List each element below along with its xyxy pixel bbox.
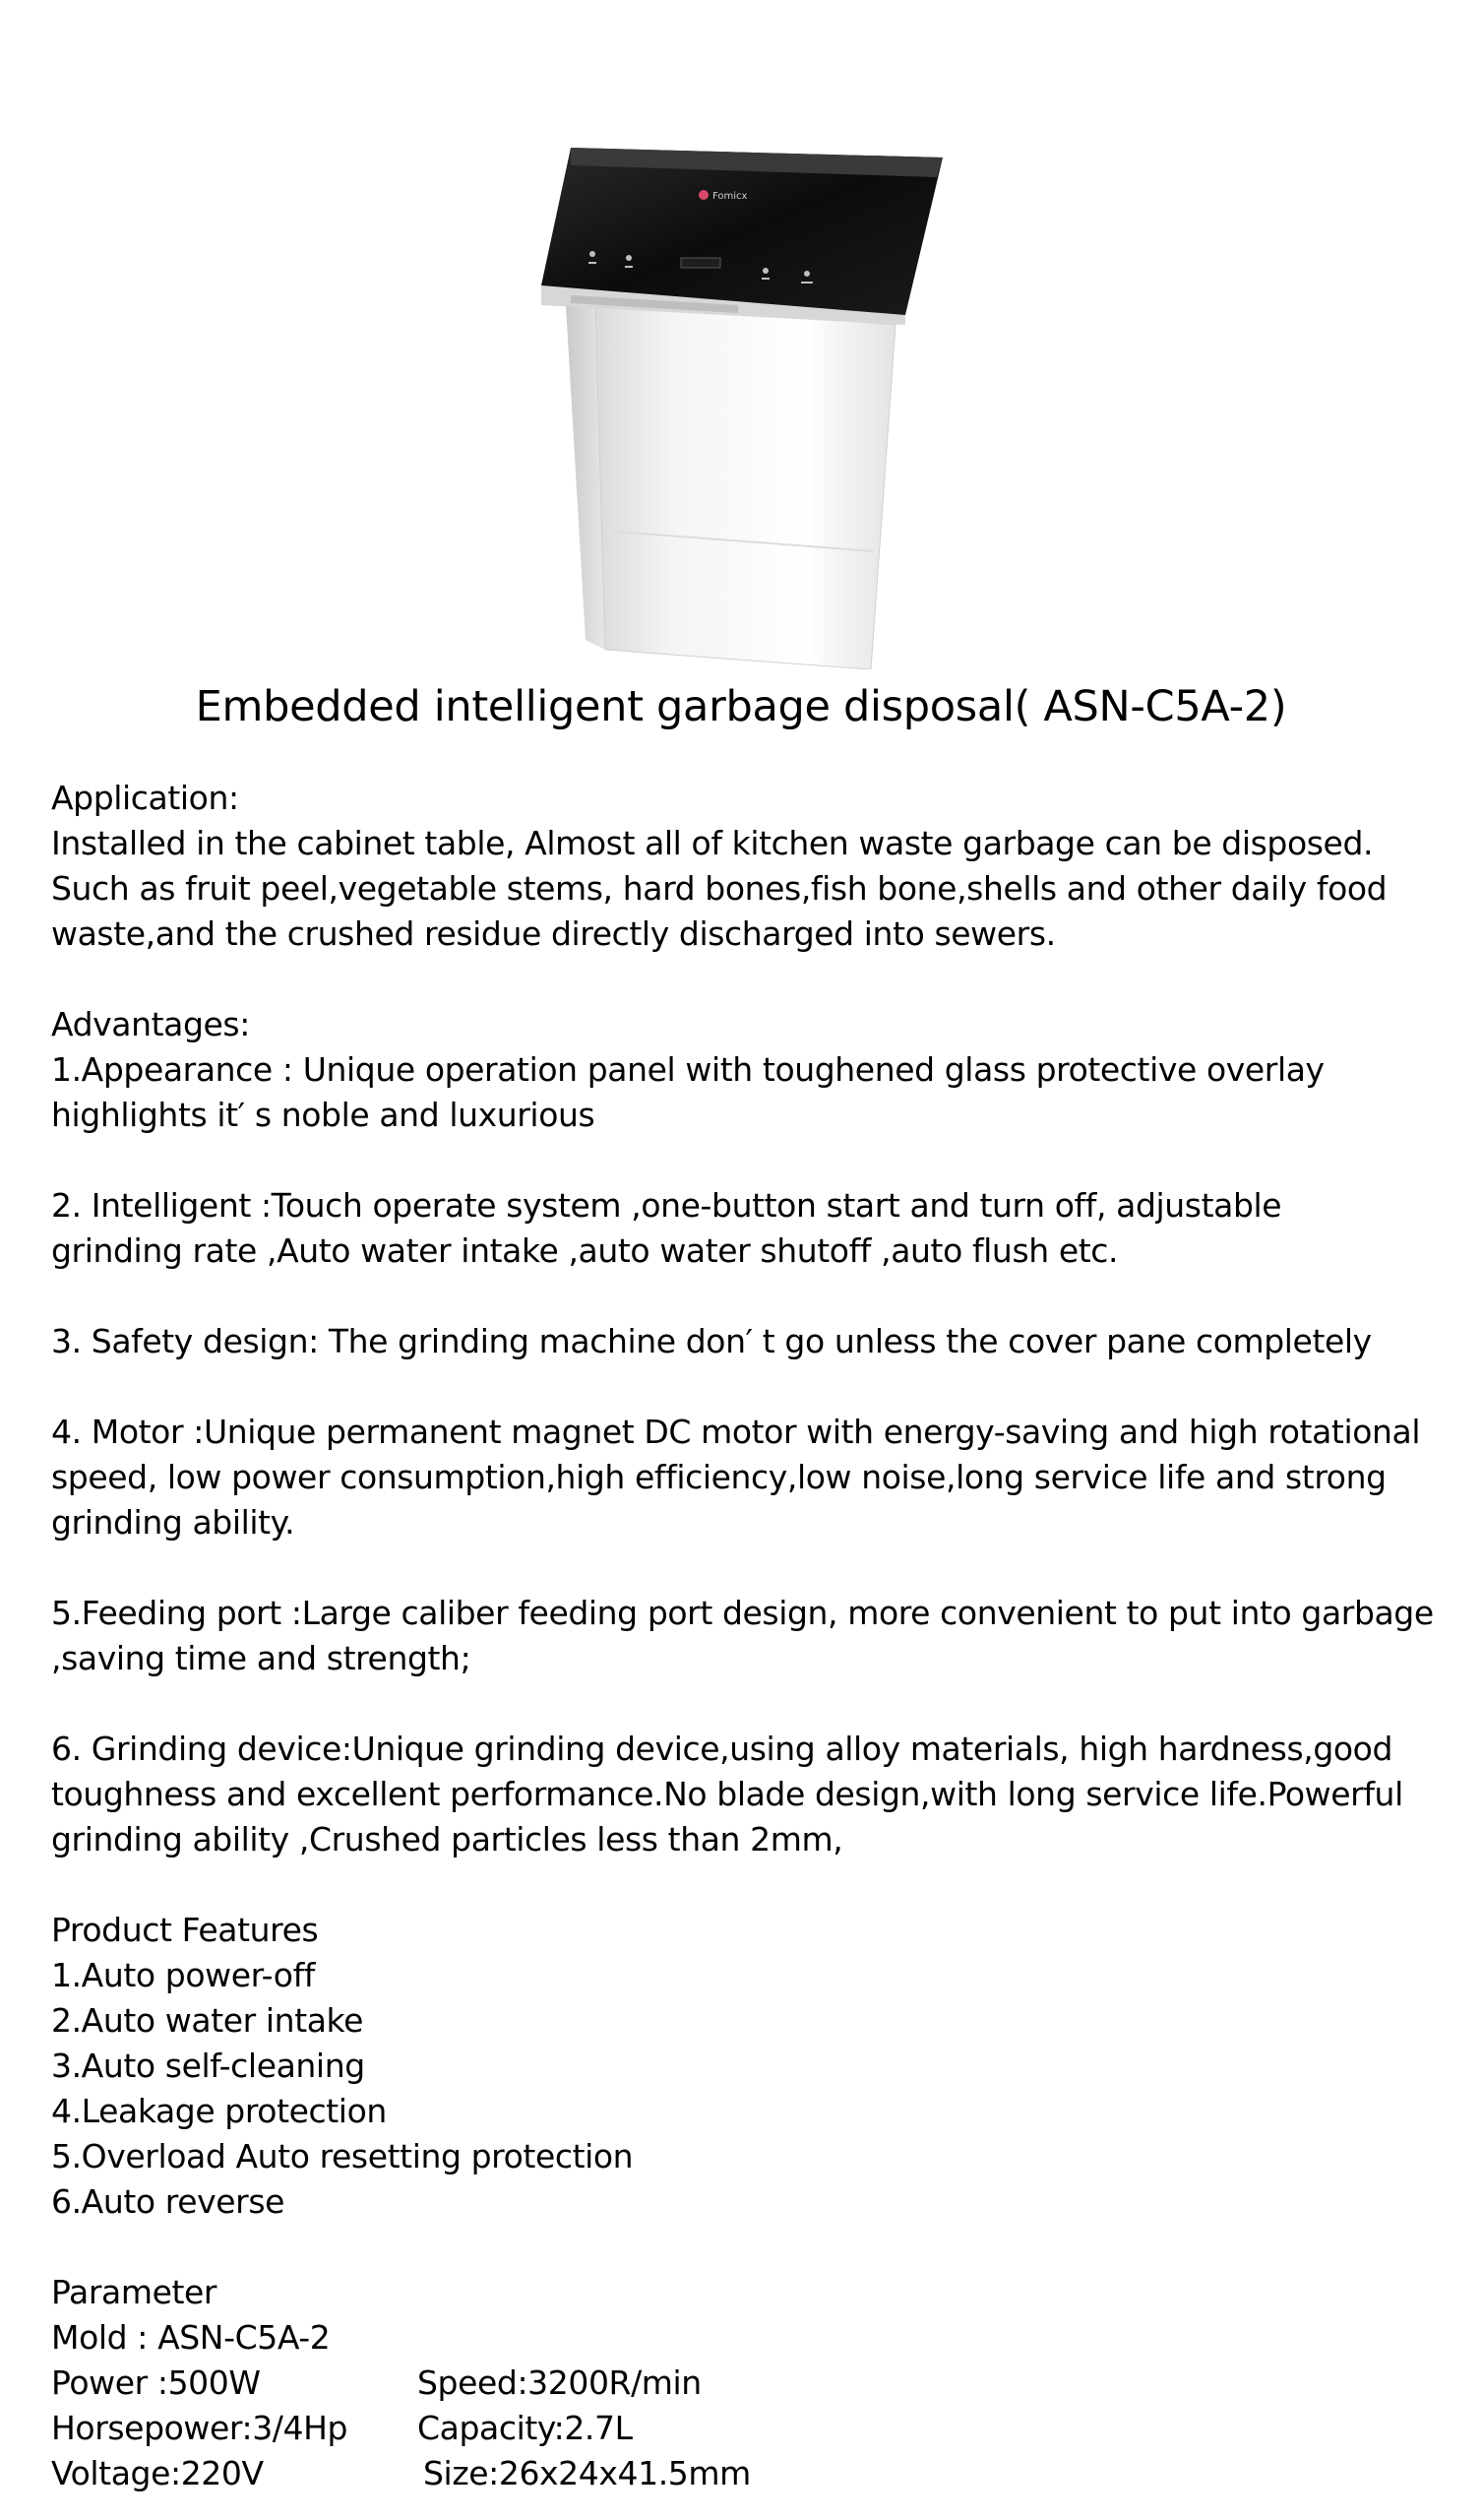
features-heading: Product Features	[51, 1911, 319, 1949]
advantage-motor-line: speed, low power consumption,high efficiency,low noise,long service life and strong	[51, 1458, 1387, 1496]
feature-item: 3.Auto self-cleaning	[51, 2047, 365, 2085]
application-line: Such as fruit peel,vegetable stems, hard bones,fish bone,shells and other daily food	[51, 869, 1388, 908]
application-line: Installed in the cabinet table, Almost all of kitchen waste garbage can be disposed.	[51, 824, 1374, 862]
parameter-voltage: Voltage:220V	[51, 2454, 264, 2492]
parameter-row	[51, 2451, 1449, 2496]
parameter-mold: Mold : ASN-C5A-2	[51, 2318, 331, 2357]
feature-item: 4.Leakage protection	[51, 2092, 387, 2130]
parameter-heading: Parameter	[51, 2273, 217, 2311]
application-line: waste,and the crushed residue directly discharged into sewers.	[51, 914, 1056, 953]
application-heading: Application:	[51, 779, 239, 817]
brand-logo-text: Fomicx	[712, 191, 748, 202]
advantage-grinding-device-line: toughness and excellent performance.No blade design,with long service life.Powerful	[51, 1775, 1403, 1813]
advantage-feeding-port-line: 5.Feeding port :Large caliber feeding port design, more convenient to put into garbage	[51, 1594, 1434, 1632]
parameter-row	[51, 2406, 1449, 2451]
parameter-speed: Speed:3200R/min	[417, 2363, 702, 2402]
advantage-feeding-port-line: ,saving time and strength;	[51, 1639, 471, 1677]
advantage-intelligent-line: 2. Intelligent :Touch operate system ,one-button start and turn off, adjustable	[51, 1186, 1282, 1225]
parameter-row	[51, 2361, 1449, 2406]
advantage-grinding-device-line: 6. Grinding device:Unique grinding device,using alloy materials, high hardness,good	[51, 1730, 1393, 1768]
advantage-appearance-line: 1.Appearance : Unique operation panel with toughened glass protective overlay	[51, 1050, 1325, 1089]
parameter-size: Size:26x24x41.5mm	[423, 2454, 751, 2492]
advantages-heading: Advantages:	[51, 1005, 250, 1043]
parameter-horsepower: Horsepower:3/4Hp	[51, 2409, 348, 2447]
feature-item: 1.Auto power-off	[51, 1956, 316, 1994]
feature-item: 6.Auto reverse	[51, 2182, 285, 2221]
product-image	[512, 138, 945, 669]
advantage-appearance-line: highlights it′ s noble and luxurious	[51, 1096, 595, 1134]
advantage-safety-line: 3. Safety design: The grinding machine don′ t go unless the cover pane completely	[51, 1322, 1372, 1360]
advantage-motor-line: 4. Motor :Unique permanent magnet DC motor with energy-saving and high rotational	[51, 1413, 1421, 1451]
advantage-motor-line: grinding ability.	[51, 1503, 295, 1542]
advantage-grinding-device-line: grinding ability ,Crushed particles less than 2mm,	[51, 1820, 843, 1858]
parameter-capacity: Capacity:2.7L	[417, 2409, 633, 2447]
advantage-intelligent-line: grinding rate ,Auto water intake ,auto water shutoff ,auto flush etc.	[51, 1231, 1119, 1270]
feature-item: 5.Overload Auto resetting protection	[51, 2137, 634, 2175]
parameter-power: Power :500W	[51, 2363, 261, 2402]
feature-item: 2.Auto water intake	[51, 2001, 363, 2040]
page-title: Embedded intelligent garbage disposal( ASN-C5A-2)	[195, 682, 1287, 731]
product-description	[51, 776, 1449, 2496]
